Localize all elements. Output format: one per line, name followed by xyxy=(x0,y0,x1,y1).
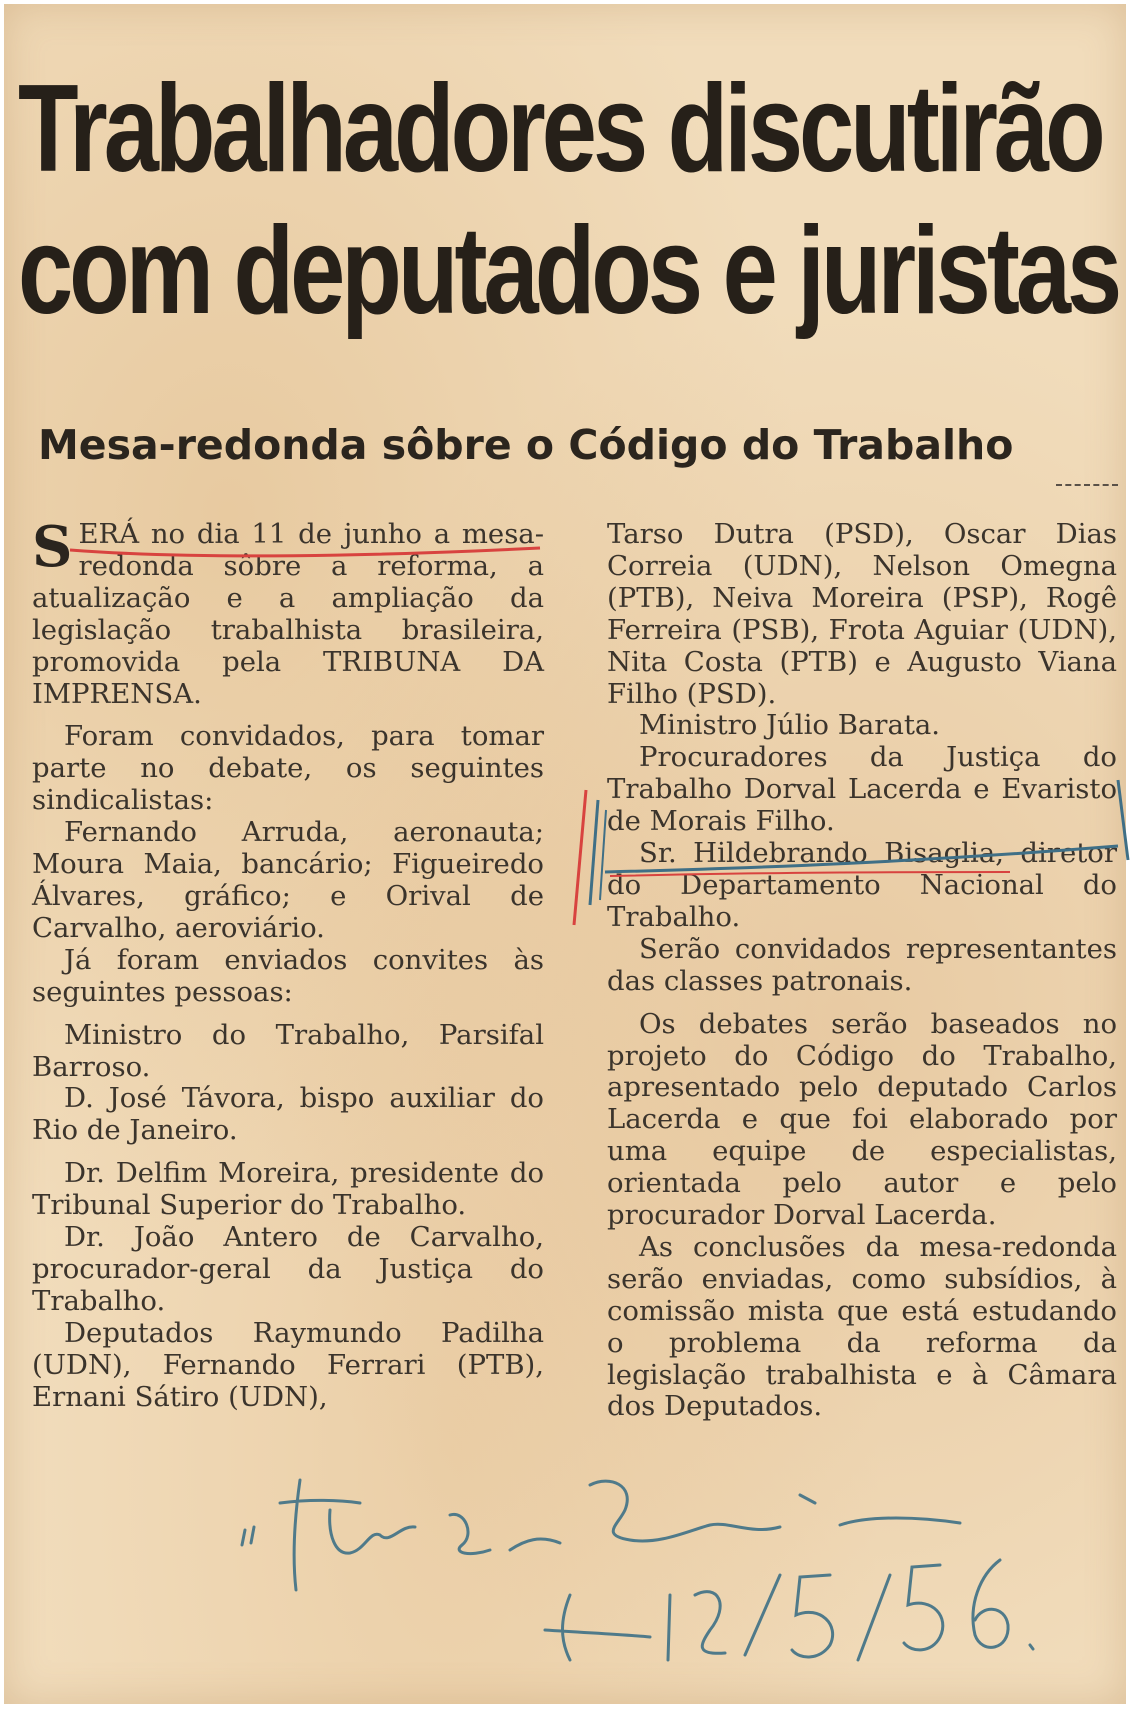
article-column-right xyxy=(607,519,1117,1423)
handwritten-word xyxy=(280,1480,415,1590)
paragraph: Os debates serão baseados no projeto do Código do Trabalho, apresentado pelo deputado Carlos Lacerda e que foi elaborado por uma equipe de especialistas, orientada pelo autor e pelo procurador Dorval Lacerda. xyxy=(607,1007,1117,1232)
newspaper-clipping xyxy=(4,4,1126,1704)
handwritten-period xyxy=(1030,1645,1033,1649)
paragraph: Sr. Hildebrando Bisaglia, diretor do Departamento Nacional do Trabalho. xyxy=(607,837,1117,933)
paragraph: Serão convidados representantes das classes patronais. xyxy=(607,932,1117,997)
drop-cap: S xyxy=(32,514,73,580)
paragraph: Foram convidados, para tomar parte no debate, os seguintes sindicalistas: xyxy=(32,720,544,817)
subheadline: Mesa-redonda sôbre o Código do Trabalho xyxy=(38,421,1014,469)
paragraph: Ministro Júlio Barata. xyxy=(639,709,941,742)
handwritten-date-digit xyxy=(695,1592,725,1654)
handwritten-word xyxy=(450,1514,560,1553)
handwritten-word xyxy=(590,1481,815,1541)
article-column-left xyxy=(32,514,544,1413)
handwritten-date-digit xyxy=(792,1575,833,1657)
headline-line-1: Trabalhadores discutirão xyxy=(18,60,1102,198)
paragraph: D. José Távora, bispo auxiliar do Rio de Janeiro. xyxy=(32,1082,544,1147)
handwritten-annotation xyxy=(240,1455,1060,1695)
handwritten-quote-mark xyxy=(242,1527,254,1545)
handwritten-word xyxy=(840,1518,960,1525)
handwritten-date-arrow xyxy=(545,1595,650,1660)
paragraph: As conclusões da mesa-redonda serão enviadas, como subsídios, à comissão mista que está estudando o problema da reforma da legislação trabalhista e à Câmara dos Deputados. xyxy=(607,1230,1117,1423)
handwritten-date-digit xyxy=(904,1565,943,1650)
handwritten-date-digit xyxy=(668,1595,670,1660)
paragraph: Dr. João Antero de Carvalho, procurador-geral da Justiça do Trabalho. xyxy=(32,1221,544,1317)
paragraph: Já foram enviados convites às seguintes pessoas: xyxy=(32,943,544,1008)
section-divider xyxy=(1056,484,1118,490)
headline-line-2: com deputados e juristas xyxy=(18,202,1119,340)
paragraph: Procuradores da Justiça do Trabalho Dorval Lacerda e Evaristo de Morais Filho. xyxy=(607,741,1117,838)
handwritten-date-slash xyxy=(745,1575,780,1655)
paragraph: Dr. Delfim Moreira, presidente do Tribunal Superior do Trabalho. xyxy=(32,1157,544,1222)
paragraph: Fernando Arruda, aeronauta; Moura Maia, bancário; Figueiredo Álvares, gráfico; e Orival de Carvalho, aeroviário. xyxy=(32,816,544,944)
paragraph: Ministro do Trabalho, Parsifal Barroso. xyxy=(32,1018,544,1083)
paragraph: Tarso Dutra (PSD), Oscar Dias Correia (UDN), Nelson Omegna (PTB), Neiva Moreira (PSP), Rogê Ferreira (PSB), Frota Aguiar (UDN), Nita Costa (PTB) e Augusto Viana Filho (PSD). xyxy=(607,518,1117,710)
headline xyxy=(18,58,1119,342)
handwritten-date-slash xyxy=(858,1575,890,1660)
paragraph: Deputados Raymundo Padilha (UDN), Fernando Ferrari (PTB), Ernani Sátiro (UDN), xyxy=(32,1316,544,1413)
handwritten-date-digit xyxy=(973,1560,1008,1647)
paragraph-intro xyxy=(32,514,544,710)
paragraph-intro-text: ERÁ no dia 11 de junho a mesa-redonda sôbre a reforma, a atualização e a ampliação da legislação trabalhista brasileira, promovida pela TRIBUNA DA IMPRENSA. xyxy=(32,518,544,710)
